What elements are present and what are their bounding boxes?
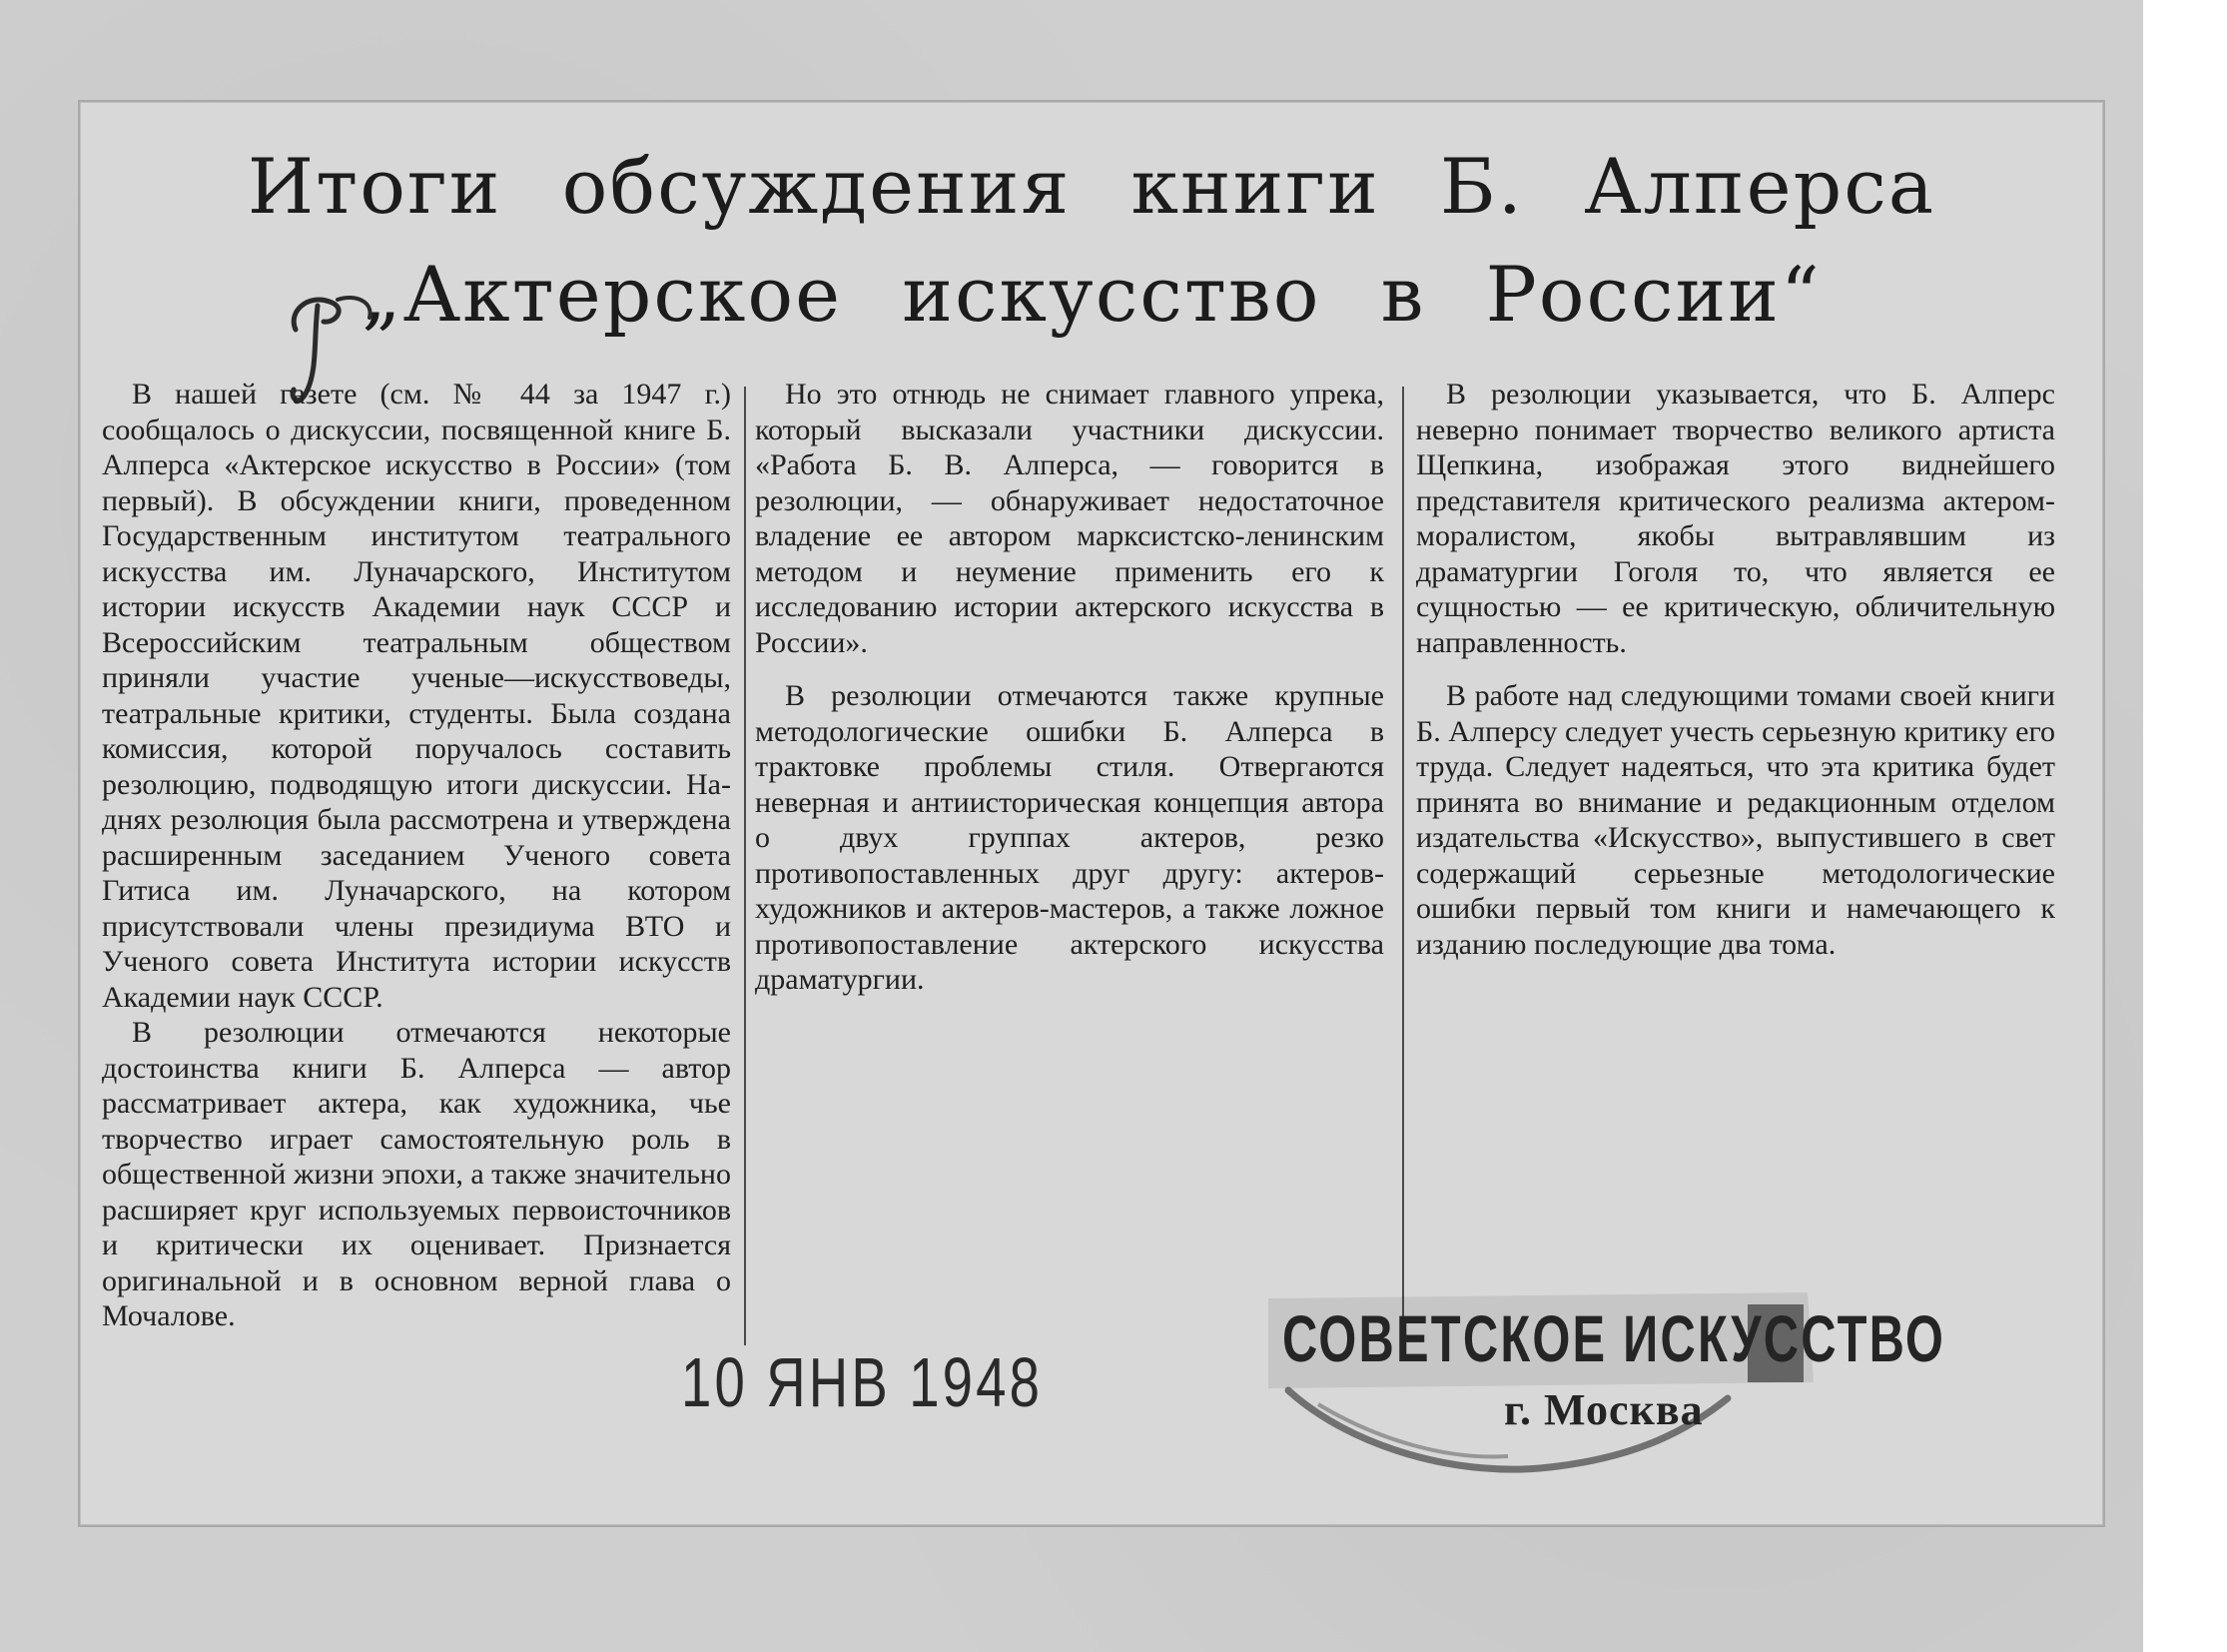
paragraph: В резолюции указывается, что Б. Алперс неверно понимает творчество великого артиста Щепкина, изображая этого виднейшего представителя критического реализма актером-моралистом, якобы вытравлявшим из драматургии Гоголя то, что является ее сущностью — ее критическую, обличительную направленность. (1416, 378, 2055, 659)
column-divider-2 (1402, 387, 1404, 1345)
paragraph: В работе над следующими томами своей книги Б. Алперсу следует учесть серьезную критику его труда. Следует надеяться, что эта критика будет принята во внимание и редакционным отделом издательства «Искусство», выпустившего в свет содержащий серьезные методологические ошибки первый том книги и намечающего к изданию последующие два тома. (1416, 679, 2055, 961)
newspaper-clipping (78, 100, 2105, 1527)
paragraph: В резолюции отмечаются также крупные методологические ошибки Б. Алперса в трактовке проблемы стиля. Отвергаются неверная и антиисторическая концепция автора о двух группах актеров, резко противопоставленных друг другу: актеров-художников и актеров-мастеров, а также ложное противопоставление актерского искусства драматургии. (755, 679, 1384, 996)
headline-line-1: Итоги обсуждения книги Б. Алперса (247, 142, 1936, 231)
newspaper-stamp (1258, 1270, 1946, 1520)
article-column-1 (102, 377, 731, 1355)
article-column-2 (755, 377, 1384, 1355)
stamp-title: СОВЕТСКОЕ ИСКУССТВО (1282, 1301, 1946, 1375)
paragraph: В резолюции отмечаются некоторые достоинства книги Б. Алперса — автор рассматривает актера, как художника, чье творчество играет самостоятельную роль в общественной жизни эпохи, а также значительно расширяет круг используемых первоисточников и критически их оценивает. Признается оригинальной и в основном верной глава о Мочалове. (102, 1016, 731, 1332)
paragraph: В нашей газете (см. № 44 за 1947 г.) сообщалось о дискуссии, посвященной книге Б. Алперса «Актерское искусство в России» (том первый). В обсуждении книги, проведенном Государственным институтом театрального искусства им. Луначарского, Институтом истории искусств Академии наук СССР и Всероссийским театральным обществом приняли участие ученые—искусствоведы, театральные критики, студенты. Была создана комиссия, которой поручалось составить резолюцию, подводящую итоги дискуссии. На-днях резолюция была рассмотрена и утверждена расширенным заседанием Ученого совета Гитиса им. Луначарского, на котором присутствовали члены президиума ВТО и Ученого совета Института истории искусств Академии наук СССР. (102, 378, 731, 1014)
paragraph: Но это отнюдь не снимает главного упрека, который высказали участники дискуссии. «Работа Б. В. Алперса, — говорится в резолюции, — обнаруживает недостаточное владение ее автором марксистско-ленинским методом и неумение применить его к исследованию истории актерского искусства в России». (755, 378, 1384, 659)
stamp-city: г. Москва (1504, 1385, 1704, 1434)
headline-line-2: „Актерское искусство в России“ (362, 250, 1822, 339)
date-stamp: 10 ЯНВ 1948 (681, 1343, 1044, 1421)
column-divider-1 (744, 387, 746, 1345)
article-column-3 (1416, 377, 2055, 1355)
